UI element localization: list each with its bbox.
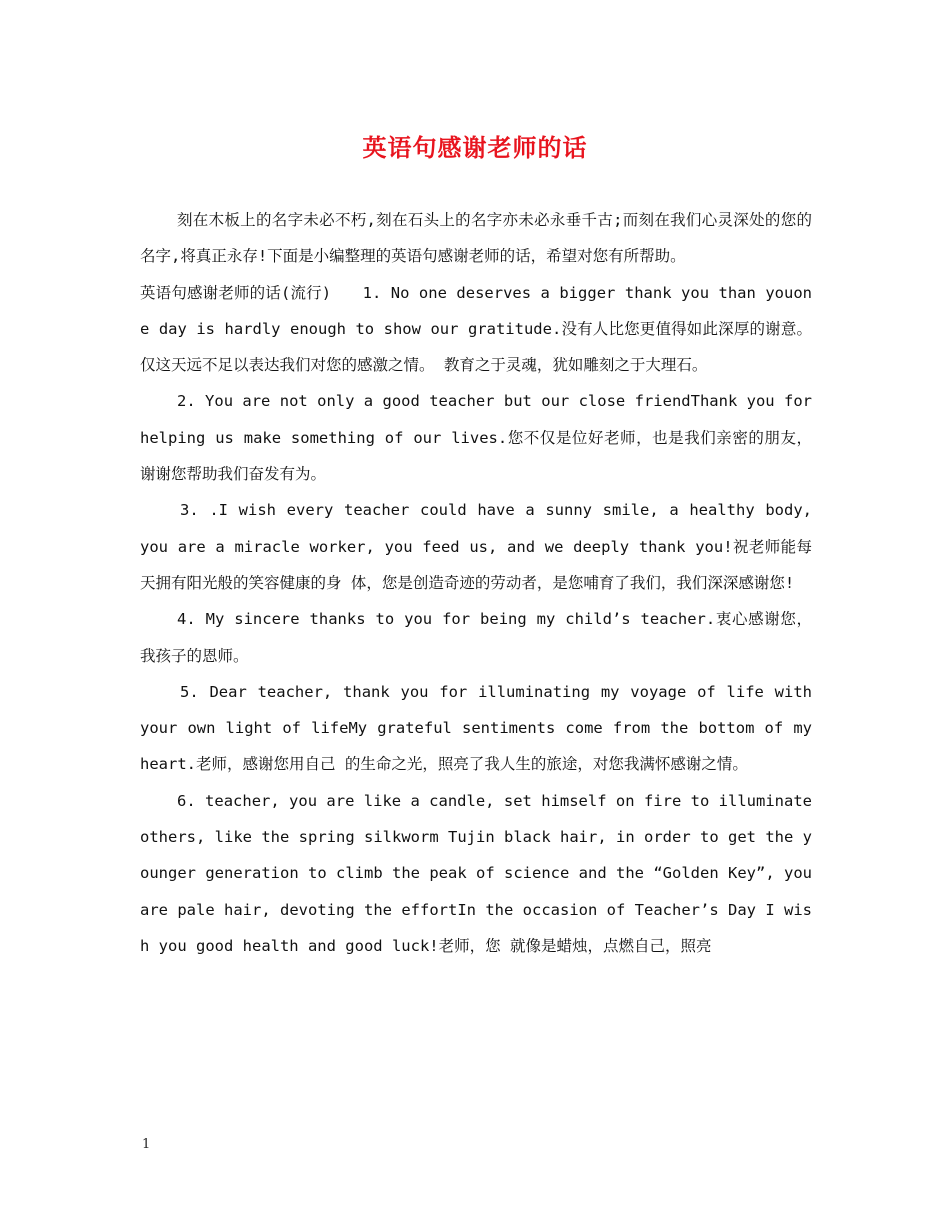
document-title: 英语句感谢老师的话 <box>362 133 588 162</box>
paragraph-item-2: 2. You are not only a good teacher but our close friendThank you for helping us make something of our lives.您不仅是位好老师，也是我们亲密的朋友，谢谢您帮助我们奋发有为。 <box>140 392 812 484</box>
paragraph-item-5: 5. Dear teacher, thank you for illuminating my voyage of life with your own light of lifeMy grateful sentiments come from the bottom of my heart.老师，感谢您用自己 的生命之光，照亮了我人生的旅途，对您我满怀感谢之情。 <box>140 682 812 774</box>
paragraph-item-1: 英语句感谢老师的话(流行) 1. No one deserves a bigger thank you than youone day is hardly enough to show our gratitude.没有人比您更值得如此深厚的谢意。仅这天远不足以表达我们对您的感激之情。 教育之于灵魂，犹如雕刻之于大理石。 <box>140 283 812 375</box>
intro-paragraph: 刻在木板上的名字未必不朽,刻在石头上的名字亦未必永垂千古;而刻在我们心灵深处的您的名字,将真正永存!下面是小编整理的英语句感谢老师的话，希望对您有所帮助。 <box>140 211 812 266</box>
paragraph-item-3: 3. .I wish every teacher could have a sunny smile, a healthy body, you are a miracle worker, you feed us, and we deeply thank you!祝老师能每天拥有阳光般的笑容健康的身 体，您是创造奇迹的劳动者，是您哺育了我们，我们深深感谢您! <box>140 501 812 592</box>
paragraph-item-4: 4. My sincere thanks to you for being my child’s teacher.衷心感谢您，我孩子的恩师。 <box>140 610 812 665</box>
paragraph-item-6: 6. teacher, you are like a candle, set himself on fire to illuminate others, like the spring silkworm Tujin black hair, in order to get the younger generation to climb the peak of science and the “Golden Key”, you are pale hair, devoting the effortIn the occasion of Teacher’s Day I wish you good health and good luck!老师，您 就像是蜡烛，点燃自己，照亮 <box>140 791 812 955</box>
document-body <box>140 202 812 964</box>
page-number: 1 <box>142 1137 151 1152</box>
